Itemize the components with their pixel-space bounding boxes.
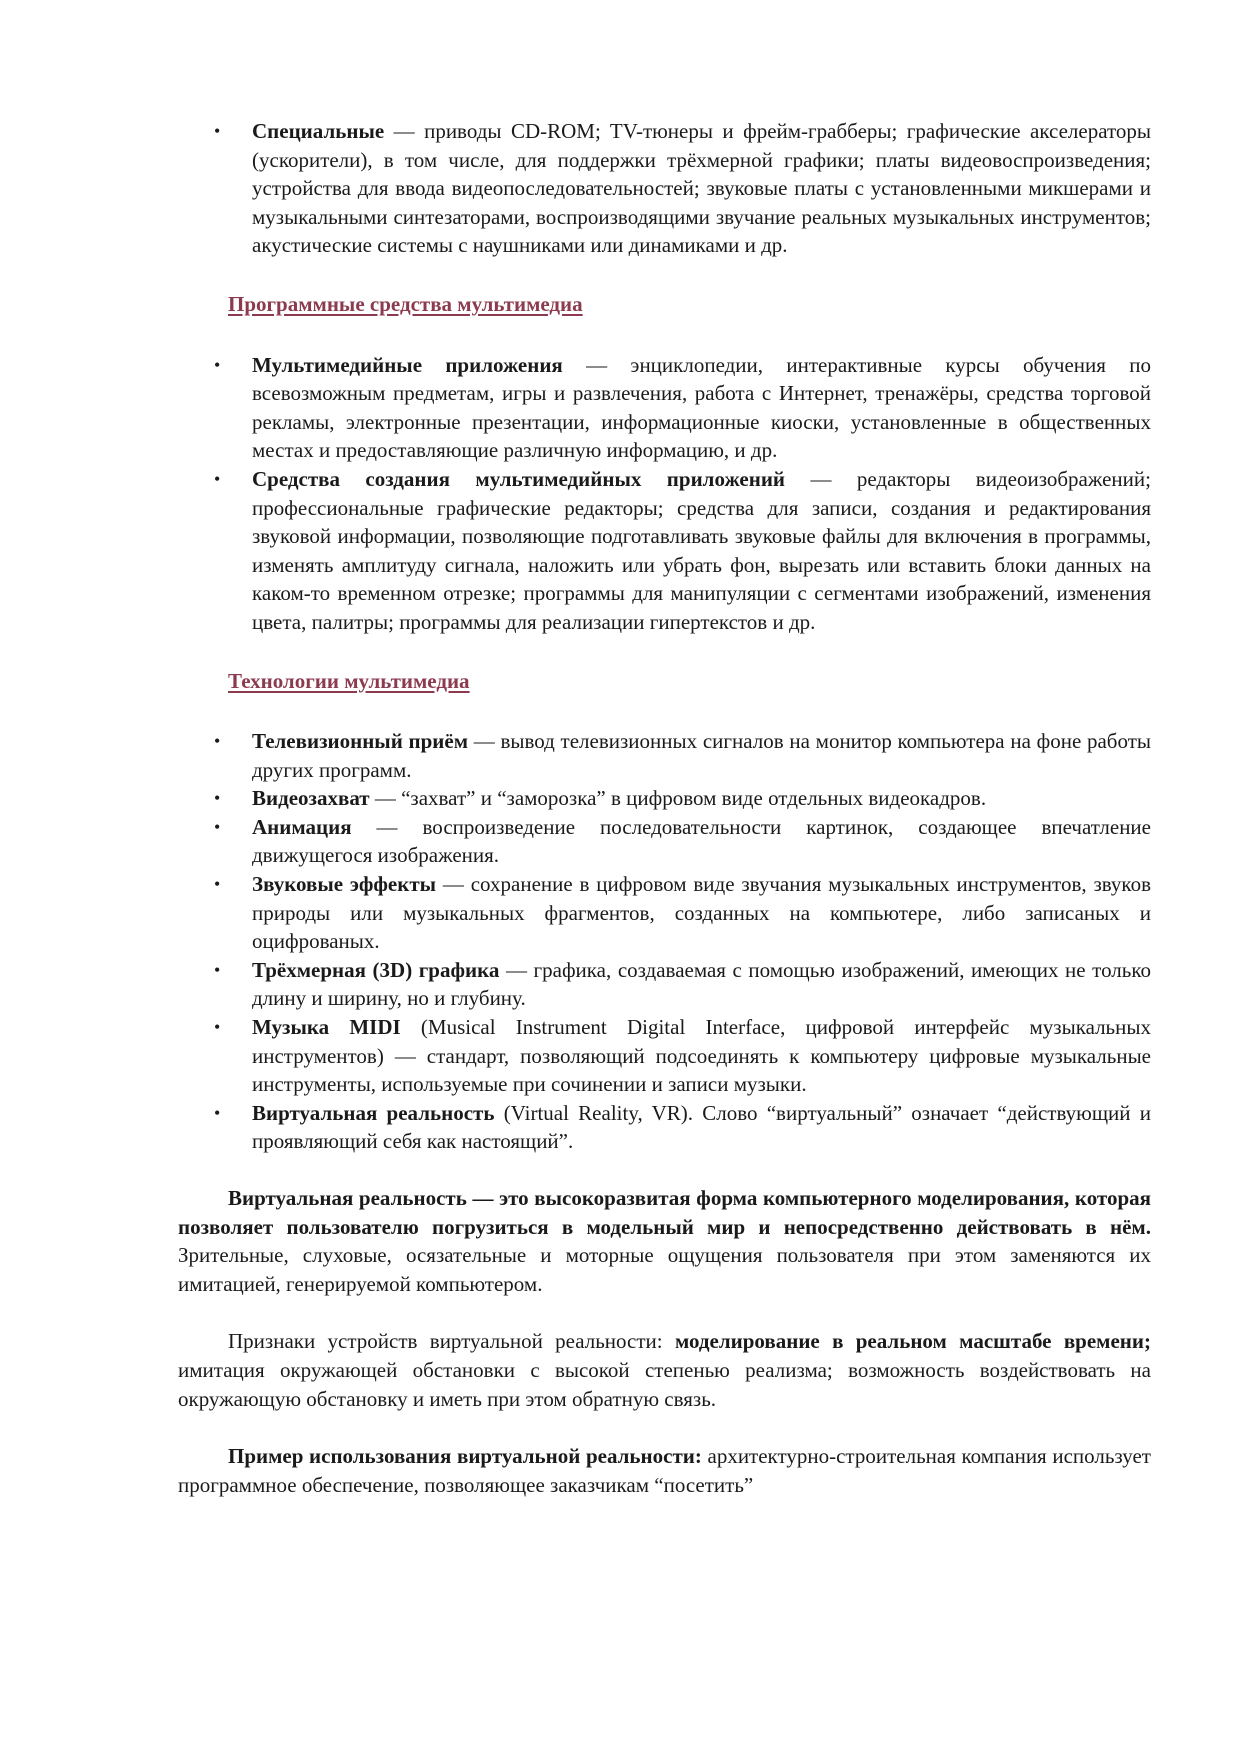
list-item-text: — воспроизведение последовательности картинок, создающее впечатление движущегося изображения. (252, 814, 1151, 868)
bullet-icon: • (214, 1102, 221, 1123)
vr-definition-paragraph (178, 1184, 1151, 1298)
section-heading-software: Программные средства мультимедиа (228, 291, 583, 316)
bullet-icon: • (214, 816, 221, 837)
list-item-text: — графика, создаваемая с помощью изображений, имеющих не только длину и ширину, но и глубину. (252, 957, 1151, 1011)
list-item-term: Анимация (252, 814, 352, 839)
list-item (178, 813, 1151, 870)
list-item (178, 870, 1151, 956)
list-item-text: (Virtual Reality, VR). Слово “виртуальный” означает “действующий и проявляющий себя как настоящий”. (252, 1100, 1151, 1154)
bullet-icon: • (214, 354, 221, 375)
vr-features-lead: Признаки устройств виртуальной реальности: (228, 1329, 675, 1354)
vr-example-text: архитектурно-строительная компания использует программное обеспечение, позволяющее заказчикам “посетить” (178, 1444, 1151, 1497)
list-item-term: Виртуальная реальность (252, 1100, 495, 1125)
bullet-icon: • (214, 959, 221, 980)
vr-features-paragraph (178, 1327, 1151, 1413)
bullet-icon: • (214, 788, 221, 809)
list-item (178, 117, 1151, 260)
list-item (178, 1013, 1151, 1099)
list-item-term: Звуковые эффекты (252, 872, 437, 897)
hardware-list (178, 117, 1151, 260)
bullet-icon: • (214, 731, 221, 752)
list-item (178, 465, 1151, 637)
vr-example-bold: Пример использования виртуальной реальности: (228, 1444, 702, 1469)
list-item-text: — энциклопедии, интерактивные курсы обучения по всевозможным предметам, игры и развлечения, работа с Интернет, тренажёры, средства торговой рекламы, электронные презентации, информационные киоски, установленные в общественных местах и предоставляющие различную информацию, и др. (252, 352, 1151, 463)
list-item-term: Музыка MIDI (252, 1015, 401, 1040)
section-heading-technologies: Технологии мультимедиа (228, 668, 470, 693)
list-item-term: Трёхмерная (3D) графика (252, 957, 500, 982)
vr-definition-text: Зрительные, слуховые, осязательные и моторные ощущения пользователя при этом заменяются их имитацией, генерируемой компьютером. (178, 1243, 1151, 1296)
bullet-icon: • (214, 874, 221, 895)
technologies-list (178, 727, 1151, 1156)
list-item-term: Мультимедийные приложения (252, 352, 563, 377)
list-item (178, 784, 1151, 813)
list-item-text: (Musical Instrument Digital Interface, цифровой интерфейс музыкальных инструментов) — стандарт, позволяющий подсоединять к компьютеру цифровые музыкальные инструменты, используемые при сочинении и записи музыки. (252, 1015, 1151, 1097)
list-item (178, 1099, 1151, 1156)
list-item-term: Специальные (252, 119, 385, 143)
list-item (178, 351, 1151, 465)
bullet-icon: • (214, 468, 221, 489)
vr-features-bold: моделирование в реальном масштабе времени; (674, 1329, 1151, 1354)
bullet-icon: • (214, 1017, 221, 1038)
list-item-text: — вывод телевизионных сигналов на монитор компьютера на фоне работы других программ. (252, 729, 1152, 782)
bullet-icon: • (214, 121, 221, 141)
list-item-term: Видеозахват (252, 786, 370, 811)
list-item (178, 727, 1151, 784)
list-item (178, 956, 1151, 1013)
list-item-text: — приводы CD-ROM; TV-тюнеры и фрейм-грабберы; графические акселераторы (ускорители), в том числе, для поддержки трёхмерной графики; платы видеовоспроизведения; устройства для ввода видеопоследовательностей; звуковые платы с установленными микшерами и музыкальными синтезаторами, воспроизводящими звучание реальных музыкальных инструментов; акустические системы с наушниками или динамиками и др. (252, 119, 1151, 258)
list-item-text: — редакторы видеоизображений; профессиональные графические редакторы; средства для записи, создания и редактирования звуковой информации, позволяющие подготавливать звуковые файлы для включения в программы, изменять амплитуду сигнала, наложить или убрать фон, вырезать или вставить блоки данных на каком-то временном отрезке; программы для манипуляции с сегментами изображений, изменения цвета, палитры; программы для реализации гипертекстов и др. (252, 466, 1151, 634)
vr-example-paragraph (178, 1442, 1151, 1499)
list-item-text: — сохранение в цифровом виде звучания музыкальных инструментов, звуков природы или музыкальных фрагментов, созданных на компьютере, либо записаных и оцифрованых. (252, 872, 1151, 954)
vr-features-text: имитация окружающей обстановки с высокой степенью реализма; возможность воздействовать на окружающую обстановку и иметь при этом обратную связь. (178, 1357, 1151, 1411)
list-item-term: Средства создания мультимедийных приложений (252, 466, 786, 491)
vr-definition-bold: Виртуальная реальность — это высокоразвитая форма компьютерного моделирования, которая позволяет пользователю погрузиться в модельный мир и непосредственно действовать в нём. (178, 1186, 1151, 1239)
list-item-term: Телевизионный приём (252, 729, 469, 754)
list-item-text: — “захват” и “заморозка” в цифровом виде отдельных видеокадров. (369, 786, 987, 811)
software-list (178, 351, 1151, 637)
